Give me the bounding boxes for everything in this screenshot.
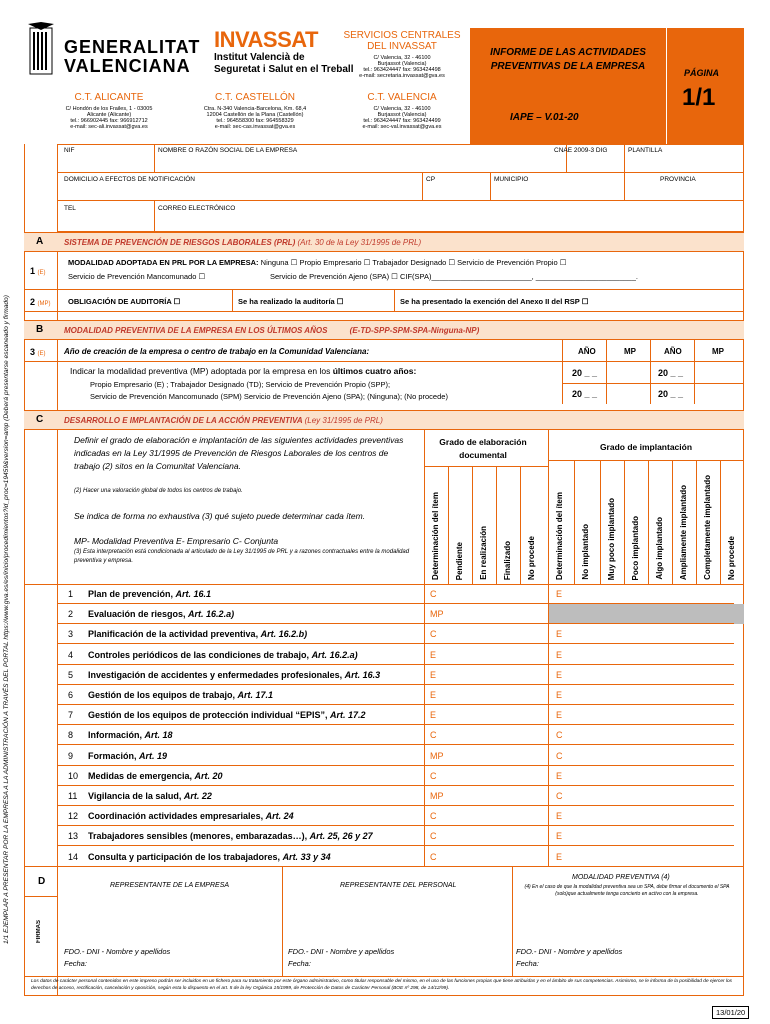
modalidad-options[interactable]: Ninguna ☐ Propio Empresario ☐ Trabajador Designado ☐ Servicio de Prevención Propio ☐ [260, 258, 567, 267]
row-impl-subject: E [556, 811, 563, 822]
section-d-letter: D [38, 876, 46, 887]
row-impl-subject: C [556, 730, 563, 741]
modalidad-label: MODALIDAD ADOPTADA EN PRL POR LA EMPRESA: [68, 258, 259, 267]
alicante-block [46, 92, 172, 130]
section-c-intro: Definir el grado de elaboración e implantación de las siguientes actividades preventivas indicadas en la Ley 31/1995 de Prevención de Riesgos Laborales de los centros de trabajo (2) sitos en la Comunitat Valenciana. [74, 435, 404, 471]
activity-row [58, 624, 734, 644]
item-3-number: 3 (E) [30, 347, 46, 357]
elab-col-1: Pendiente [455, 541, 464, 580]
domicilio-label: DOMICILIO A EFECTOS DE NOTIFICACIÓN [64, 176, 195, 183]
elab-col-4: No procede [527, 535, 536, 580]
item-2-number: 2 (MP) [30, 297, 51, 307]
generalitat-emblem-icon [26, 22, 56, 84]
mp-header-2: MP [712, 347, 724, 356]
date-code: 13/01/20 [712, 1006, 749, 1019]
alicante-addr-3: tel.: 966902445 fax: 966912712 [70, 118, 148, 124]
provincia-label: PROVINCIA [660, 176, 696, 183]
activity-row [58, 826, 734, 846]
row-impl-subject: E [556, 589, 563, 599]
year-input-4[interactable]: 20 _ _ [658, 389, 684, 399]
modalidad-legend-2: Servicio de Prevención Mancomunado (SPM) Servicio de Prevención Ajeno (SPA); (Ninguna); (No procede) [90, 392, 448, 401]
elab-col-2: En realización [479, 526, 488, 580]
row-impl-subject: E [556, 770, 563, 781]
row-number: 7 [68, 710, 74, 721]
row-impl-subject: E [556, 669, 563, 680]
sc-addr-3: tel.: 963424447 fax: 963424498 [363, 67, 441, 73]
sc-addr-2: Burjassot (Valencia) [377, 61, 427, 67]
mp-header-1: MP [624, 347, 636, 356]
ano-creacion-question: Año de creación de la empresa o centro de trabajo en la Comunidad Valenciana: [64, 347, 370, 356]
doc-code: IAPE – V.01-20 [510, 112, 579, 123]
row-activity: Planificación de la actividad preventiva, Art. 16.2.b) [88, 629, 308, 640]
doc-title-2: PREVENTIVAS DE LA EMPRESA [490, 61, 646, 72]
row-impl-subject: C [556, 791, 563, 801]
row-elab-subject: E [430, 710, 437, 721]
impl-col-2: Muy poco implantado [607, 497, 616, 580]
title-box [470, 28, 744, 144]
valencia-title: C.T. VALENCIA [367, 92, 437, 103]
row-number: 9 [68, 750, 74, 761]
activity-row [58, 746, 734, 766]
row-impl-subject: C [556, 750, 563, 761]
modalidad-mancomunado[interactable]: Servicio de Prevención Mancomunado ☐ [68, 272, 206, 281]
doc-title-1: INFORME DE LAS ACTIVIDADES [490, 47, 646, 58]
signature-modalidad[interactable]: FDO.- DNI - Nombre y apellidos Fecha: [516, 947, 623, 968]
section-b-letter: B [36, 324, 44, 335]
row-elab-subject: C [430, 589, 437, 599]
row-activity: Gestión de los equipos de protección individual “EPIS”, Art. 17.2 [88, 710, 366, 721]
page-number: 1/1 [682, 84, 716, 111]
valencia-block [338, 92, 466, 130]
section-c-note-2: (2) Hacer una valoración global de todos los centros de trabajo. [74, 488, 243, 494]
row-activity: Plan de prevención, Art. 16.1 [88, 589, 212, 599]
modalidad-indicar: Indicar la modalidad preventiva (MP) adoptada por la empresa en los últimos cuatro años: [70, 366, 417, 376]
row-activity: Investigación de accidentes y enfermedades profesionales, Art. 16.3 [88, 669, 381, 680]
activity-row [58, 725, 734, 745]
pagina-label: PÁGINA [684, 68, 720, 78]
sc-title-2: DEL INVASSAT [367, 41, 437, 52]
row-elab-subject: E [430, 649, 437, 660]
activity-row [58, 766, 734, 786]
row-elab-subject: E [430, 669, 437, 680]
castellon-addr-1: Ctra. N-340 Valencia-Barcelona, Km. 68,4 [203, 106, 307, 112]
year-input-1[interactable]: 20 _ _ [572, 368, 598, 378]
row-number: 10 [68, 770, 79, 781]
plantilla-label: PLANTILLA [628, 147, 663, 154]
impl-col-5: Ampliamente implantado [679, 484, 688, 580]
side-instructions: 1/1 EJEMPLAR A PRESENTAR POR LA EMPRESA A LA ADMINISTRACIÓN A TRAVÉS DEL PORTAL https://www.gva.es/es/inicio/procedimientos?id_proc=19459&version=amp (Deberá presentarse escaneado y firmado) [3, 295, 10, 945]
row-activity: Formación, Art. 19 [88, 750, 168, 761]
valencia-addr-3: tel.: 963424447 fax: 963424499 [363, 118, 441, 124]
modalidad-legend-1: Propio Empresario (E) ; Trabajador Designado (TD); Servicio de Prevención Propio (SPP); [90, 380, 391, 389]
activity-row [58, 665, 734, 685]
row-elab-subject: C [430, 811, 437, 822]
firmas-label: FIRMAS [36, 920, 42, 943]
sc-addr-4: e-mail: secretaria.invassat@gva.es [359, 73, 445, 79]
cp-label: CP [426, 176, 436, 183]
elab-col-3: Finalizado [503, 540, 512, 580]
activity-row [58, 604, 734, 624]
section-c-title: DESARROLLO E IMPLANTACIÓN DE LA ACCIÓN PREVENTIVA (Ley 31/1995 de PRL) [64, 416, 383, 425]
elab-col-0: Determinación del ítem [431, 491, 440, 580]
impl-col-7: No procede [727, 535, 736, 580]
row-elab-subject: C [430, 730, 437, 741]
grado-implantacion-header: Grado de implantación [599, 442, 693, 452]
row-activity: Controles periódicos de las condiciones de trabajo, Art. 16.2.a) [88, 649, 358, 660]
invassat-subtitle-2: Seguretat i Salut en el Treball [214, 64, 354, 75]
section-a-title: SISTEMA DE PREVENCIÓN DE RIESGOS LABORALES (PRL) (Art. 30 de la Ley 31/1995 de PRL) [64, 238, 422, 247]
activity-row [58, 645, 734, 665]
tel-label: TEL [64, 205, 76, 212]
year-input-3[interactable]: 20 _ _ [572, 389, 598, 399]
row-number: 12 [68, 811, 79, 822]
activity-row [58, 705, 734, 725]
nombre-label: NOMBRE O RAZÓN SOCIAL DE LA EMPRESA [158, 147, 298, 154]
row-activity: Evaluación de riesgos, Art. 16.2.a) [88, 609, 235, 620]
castellon-addr-4: e-mail: sec-cas.invassat@gva.es [214, 124, 296, 130]
generalitat-line1: GENERALITAT [64, 37, 201, 57]
row-elab-subject: C [430, 770, 437, 781]
castellon-block [188, 92, 322, 130]
row-elab-subject: MP [430, 609, 444, 620]
grado-elaboracion-header: Grado de elaboración documental [439, 437, 527, 460]
row-number: 14 [68, 851, 79, 862]
section-c-legend: MP- Modalidad Preventiva E- Empresario C- Conjunta [74, 536, 279, 546]
row-number: 3 [68, 629, 74, 640]
signature-empresa[interactable]: FDO.- DNI - Nombre y apellidos Fecha: [64, 947, 171, 968]
invassat-logo: INVASSAT [214, 27, 318, 52]
impl-col-3: Poco implantado [631, 515, 640, 580]
row-impl-subject: E [556, 690, 563, 700]
row-activity: Coordinación actividades empresariales, Art. 24 [88, 811, 294, 822]
castellon-addr-3: tel.: 964558300 fax: 964558329 [216, 118, 294, 124]
row-impl-subject: E [556, 629, 563, 640]
mod-prev-note: (4) En el caso de que la modalidad preventiva sea un SPA, debe firmar el documento el SPA (solo)que actualmente tenga concierto en activo con la empresa. [524, 884, 730, 897]
row-number: 6 [68, 690, 74, 700]
activity-row [58, 847, 734, 867]
generalitat-line2: VALENCIANA [64, 56, 191, 76]
valencia-addr-1: C/ Valencia, 32 - 46100 [373, 106, 431, 112]
row-number: 5 [68, 669, 74, 680]
row-elab-subject: MP [430, 791, 444, 801]
row-activity: Gestión de los equipos de trabajo, Art. 17.1 [88, 690, 274, 700]
row-elab-subject: C [430, 629, 437, 640]
activity-row [58, 786, 734, 806]
sc-title-1: SERVICIOS CENTRALES [343, 30, 461, 41]
alicante-addr-2: Alicante (Alicante) [86, 112, 132, 118]
rep-personal-label: REPRESENTANTE DEL PERSONAL [340, 882, 457, 889]
privacy-notice: Los datos de carácter personal contenidos en este impreso podrán ser incluidos en un fichero para su tratamiento por este órgano administrativo, como titular responsable del mismo, en el uso de las funciones propias que tiene atribuidas y en el ámbito de sus competencias. Asimismo, se le informa de la posibilidad de ejercer los derechos de acceso, rectificación, cancelación y oposición, según esta lo dispuesto en el art. 5 de la ley Orgánica 15/1999, de Protección de Datos de Carácter Personal (BOE nº 298, de 14/12/99). [24, 976, 744, 996]
invassat-subtitle-1: Institut Valencià de [214, 52, 305, 63]
row-activity: Consulta y participación de los trabajadores, Art. 33 y 34 [88, 851, 331, 862]
municipio-label: MUNICIPIO [494, 176, 529, 183]
row-impl-subject: E [556, 831, 563, 842]
row-activity: Vigilancia de la salud, Art. 22 [88, 791, 212, 801]
activity-row [58, 806, 734, 826]
row-number: 1 [68, 589, 74, 599]
row-activity: Información, Art. 18 [88, 730, 173, 741]
row-number: 4 [68, 649, 74, 660]
modalidad-spa[interactable]: Servicio de Prevención Ajeno (SPA) ☐ CIF(SPA)________________________, ________________________. [270, 272, 638, 281]
row-elab-subject: MP [430, 750, 444, 761]
nif-label: NIF [64, 147, 75, 154]
ano-header-2: AÑO [664, 347, 682, 356]
impl-col-6: Completamente implantado [703, 475, 712, 580]
auditoria-realizada-checkbox[interactable]: Se ha realizado la auditoría ☐ [238, 297, 344, 306]
cnae-label: CNAE 2009-3 DIG [554, 147, 608, 154]
row-elab-subject: C [430, 851, 437, 862]
row-number: 2 [68, 609, 74, 620]
alicante-addr-4: e-mail: sec-ali.invassat@gva.es [70, 124, 148, 130]
alicante-addr-1: C/ Hondón de los Frailes, 1 - 03005 [65, 106, 153, 112]
row-number: 11 [68, 791, 78, 801]
row-impl-subject: E [556, 851, 563, 862]
row-number: 13 [68, 831, 79, 842]
signature-personal[interactable]: FDO.- DNI - Nombre y apellidos Fecha: [288, 947, 395, 968]
item-1-number: 1 (E) [30, 266, 46, 276]
correo-label: CORREO ELECTRÓNICO [158, 205, 236, 212]
castellon-title: C.T. CASTELLÓN [214, 92, 296, 103]
section-c-note-3: (3) Esta interpretación está condicionada al articulado de la Ley 31/1995 de PRL y a razones contractuales entre la modalidad preventiva y empresa. [74, 549, 410, 564]
generalitat-logo [26, 22, 56, 86]
auditoria-checkbox[interactable]: OBLIGACIÓN DE AUDITORÍA ☐ [68, 297, 181, 306]
row-impl-subject: E [556, 649, 563, 660]
impl-col-4: Algo implantado [655, 517, 664, 580]
section-c-subject: Se indica de forma no exhaustiva (3) qué sujeto puede determinar cada ítem. [74, 511, 366, 521]
row-activity: Trabajadores sensibles (menores, embarazadas…), Art. 25, 26 y 27 [88, 831, 373, 842]
rep-empresa-label: REPRESENTANTE DE LA EMPRESA [110, 882, 230, 889]
section-c-letter: C [36, 414, 44, 425]
mod-prev-label: MODALIDAD PREVENTIVA (4) [572, 874, 670, 881]
row-number: 8 [68, 730, 74, 741]
activity-row [58, 685, 734, 705]
activity-row [58, 584, 734, 604]
row-elab-subject: E [430, 690, 437, 700]
row-elab-subject: C [430, 831, 437, 842]
section-a-letter: A [36, 236, 44, 247]
valencia-addr-2: Burjassot (Valencia) [377, 112, 427, 118]
valencia-addr-4: e-mail: sec-val.invassat@gva.es [362, 124, 442, 130]
impl-col-0: Determinación del ítem [555, 491, 564, 580]
castellon-addr-2: 12004 Castellón de la Plana (Castellón) [206, 112, 304, 118]
section-b-title: MODALIDAD PREVENTIVA DE LA EMPRESA EN LOS ÚLTIMOS AÑOS (E-TD-SPP-SPM-SPA-Ninguna-NP) [64, 326, 480, 335]
sc-addr-1: C/ Valencia, 32 - 46100 [373, 55, 431, 61]
row-impl-subject: E [556, 710, 563, 721]
alicante-title: C.T. ALICANTE [74, 92, 144, 103]
exencion-anexo-checkbox[interactable]: Se ha presentado la exención del Anexo II del RSP ☐ [400, 297, 589, 306]
impl-col-1: No implantado [581, 524, 590, 580]
ano-header-1: AÑO [578, 347, 596, 356]
year-input-2[interactable]: 20 _ _ [658, 368, 684, 378]
row-activity: Medidas de emergencia, Art. 20 [88, 770, 223, 781]
servicios-centrales-block [336, 30, 468, 79]
